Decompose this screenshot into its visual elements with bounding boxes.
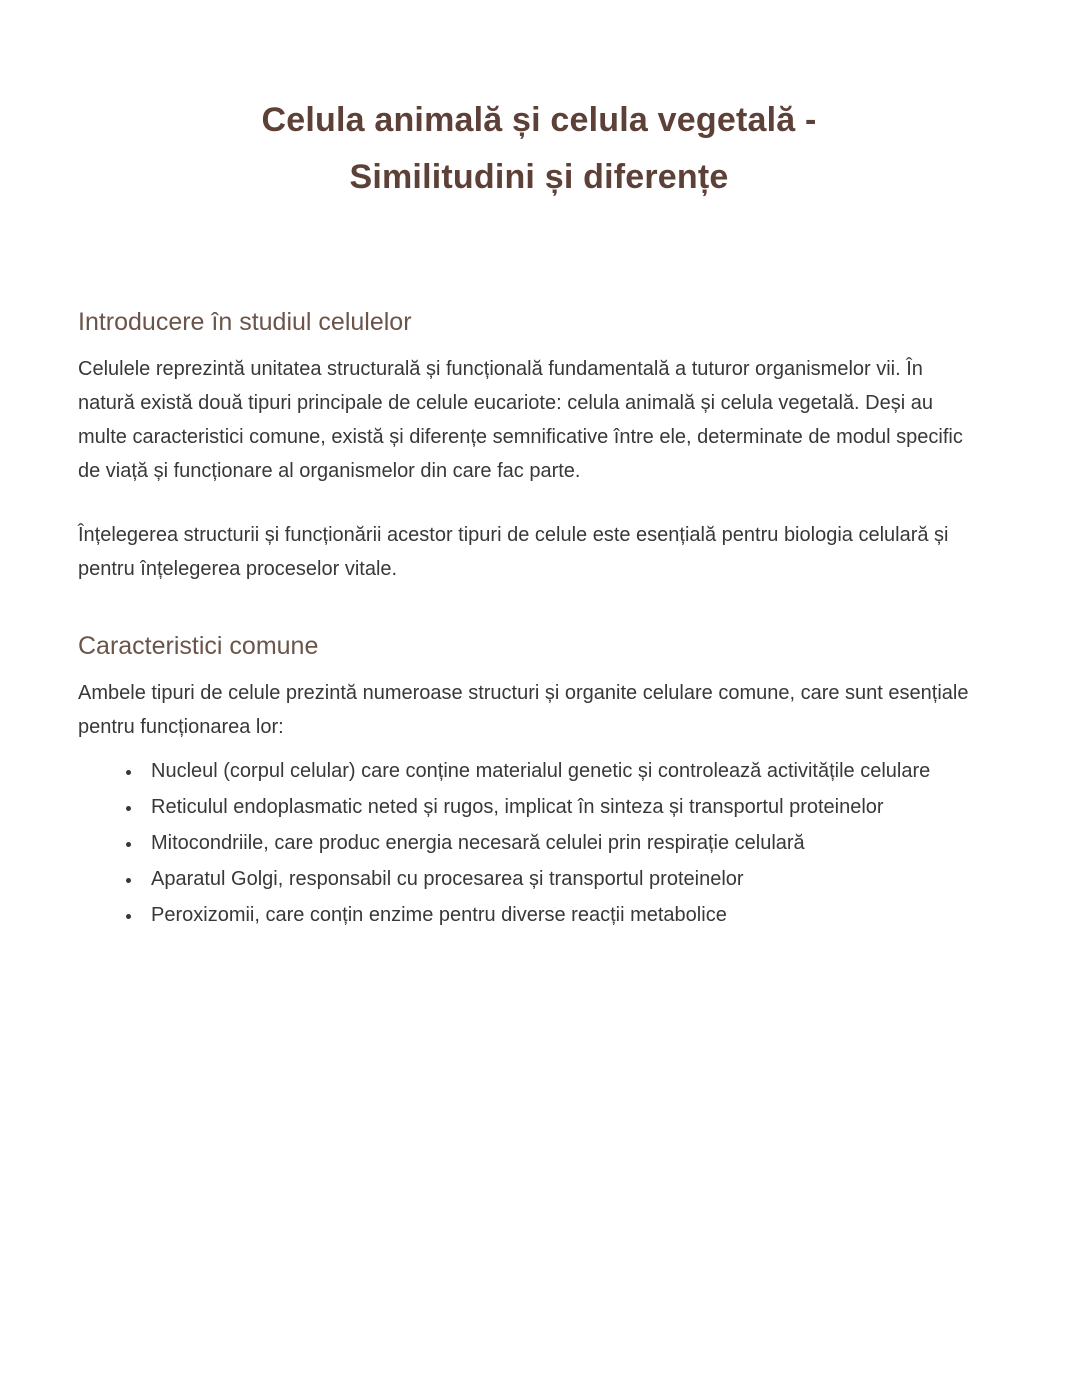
list-item-reticulul: • Reticulul endoplasmatic neted și rugos, implicat în sinteza și transportul proteinelor xyxy=(143,790,1000,824)
document-title-line-2: Similitudini și diferențe xyxy=(349,158,729,196)
section-introducere xyxy=(78,306,1000,586)
section-heading-caracteristici: Caracteristici comune xyxy=(78,632,319,660)
paragraph-intro-1: Celulele reprezintă unitatea structurală și funcțională fundamentală a tuturor organismelor vii. În natură există două tipuri principale de celule eucariote: celula animală și celula vegetală. Deși au multe caracteristici comune, există și diferențe semnificative între ele, determinate de modul specific de viață și funcționare al organismelor din care fac parte. xyxy=(78,358,963,482)
section-caracteristici xyxy=(78,630,1000,932)
list-item-mitocondriile: • Mitocondriile, care produc energia necesară celulei prin respirație celulară xyxy=(143,826,1000,860)
list-item-peroxizomii: • Peroxizomii, care conțin enzime pentru diverse reacții metabolice xyxy=(143,898,1000,932)
paragraph-intro-2: Înțelegerea structurii și funcționării acestor tipuri de celule este esențială pentru biologia celulară și pentru înțelegerea proceselor vitale. xyxy=(78,524,949,580)
list-item-aparatul-golgi: • Aparatul Golgi, responsabil cu procesarea și transportul proteinelor xyxy=(143,862,1000,896)
list-item-nucleul: • Nucleul (corpul celular) care conține materialul genetic și controlează activitățile celulare xyxy=(143,754,1000,788)
paragraph-caracteristici-intro: Ambele tipuri de celule prezintă numeroase structuri și organite celulare comune, care sunt esențiale pentru funcționarea lor: xyxy=(78,682,969,738)
bullet-list xyxy=(78,754,1000,932)
document-title-line-1: Celula animală și celula vegetală - xyxy=(261,101,817,139)
document-title xyxy=(78,0,1000,206)
section-heading-introducere: Introducere în studiul celulelor xyxy=(78,308,412,336)
